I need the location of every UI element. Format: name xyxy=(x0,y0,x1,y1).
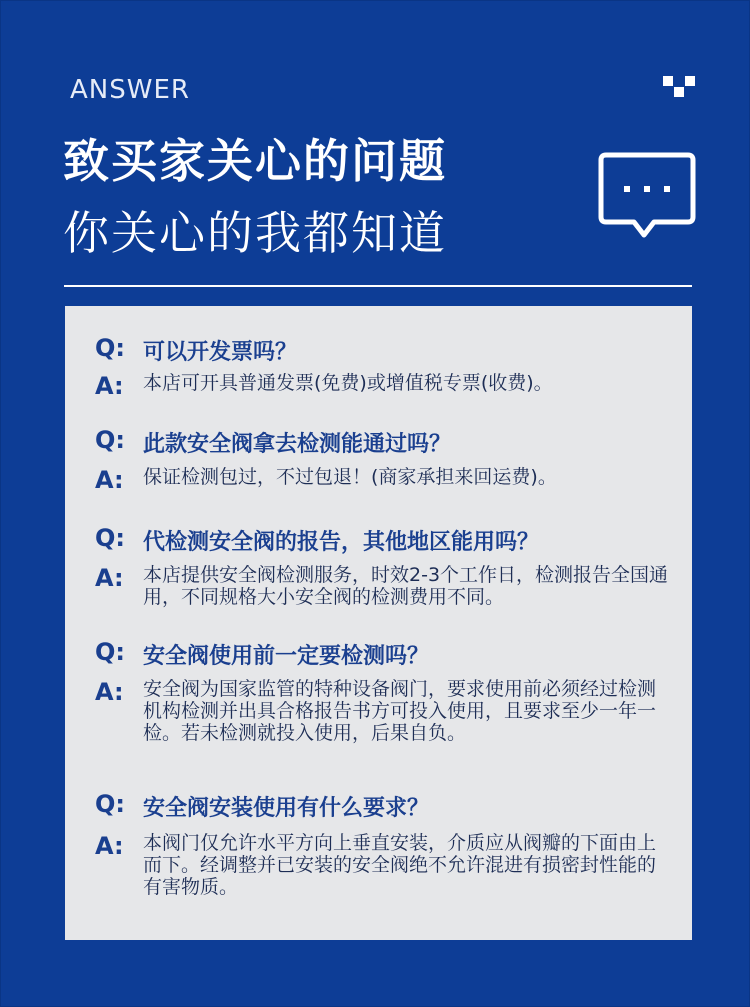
question-row xyxy=(95,790,670,824)
eyebrow-label: ANSWER xyxy=(70,75,190,105)
question-row xyxy=(95,638,670,672)
faq-item xyxy=(95,524,670,608)
question-text: 此款安全阀拿去检测能通过吗？ xyxy=(143,432,452,457)
question-text: 安全阀安装使用有什么要求？ xyxy=(143,796,430,821)
page-title: 致买家关心的问题 xyxy=(63,134,447,188)
pixel-logo-icon xyxy=(663,76,695,98)
answer-row xyxy=(95,564,670,608)
header-divider xyxy=(64,285,692,287)
answer-row xyxy=(95,832,670,898)
question-row xyxy=(95,524,670,558)
answer-row xyxy=(95,678,670,744)
answer-text: 保证检测包过，不过包退！(商家承担来回运费)。 xyxy=(143,466,557,488)
question-label: Q: xyxy=(95,790,125,818)
answer-row xyxy=(95,466,670,494)
answer-text: 本店可开具普通发票(免费)或增值税专票(收费)。 xyxy=(143,372,553,394)
chat-bubble-icon xyxy=(598,151,696,239)
question-label: Q: xyxy=(95,638,125,666)
answer-label: A: xyxy=(95,564,124,592)
question-text: 安全阀使用前一定要检测吗？ xyxy=(143,644,430,669)
page-subtitle: 你关心的我都知道 xyxy=(63,206,447,260)
answer-label: A: xyxy=(95,372,124,400)
question-label: Q: xyxy=(95,334,125,362)
question-label: Q: xyxy=(95,426,125,454)
faq-item xyxy=(95,334,670,400)
question-text: 代检测安全阀的报告，其他地区能用吗？ xyxy=(143,530,540,555)
question-label: Q: xyxy=(95,524,125,552)
answer-label: A: xyxy=(95,678,124,706)
faq-item xyxy=(95,638,670,744)
answer-text: 本阀门仅允许水平方向上垂直安装，介质应从阀瓣的下面由上而下。经调整并已安装的安全阀绝不允许混进有损密封性能的有害物质。 xyxy=(143,832,657,898)
question-text: 可以开发票吗？ xyxy=(143,340,298,365)
faq-item xyxy=(95,790,670,898)
question-row xyxy=(95,426,670,460)
answer-row xyxy=(95,372,670,400)
answer-label: A: xyxy=(95,466,124,494)
answer-label: A: xyxy=(95,832,124,860)
question-row xyxy=(95,334,670,368)
answer-text: 本店提供安全阀检测服务，时效2-3个工作日，检测报告全国通用，不同规格大小安全阀的检测费用不同。 xyxy=(143,564,669,608)
faq-panel xyxy=(65,306,692,940)
faq-item xyxy=(95,426,670,494)
answer-text: 安全阀为国家监管的特种设备阀门，要求使用前必须经过检测机构检测并出具合格报告书方可投入使用，且要求至少一年一检。若未检测就投入使用，后果自负。 xyxy=(143,678,657,744)
